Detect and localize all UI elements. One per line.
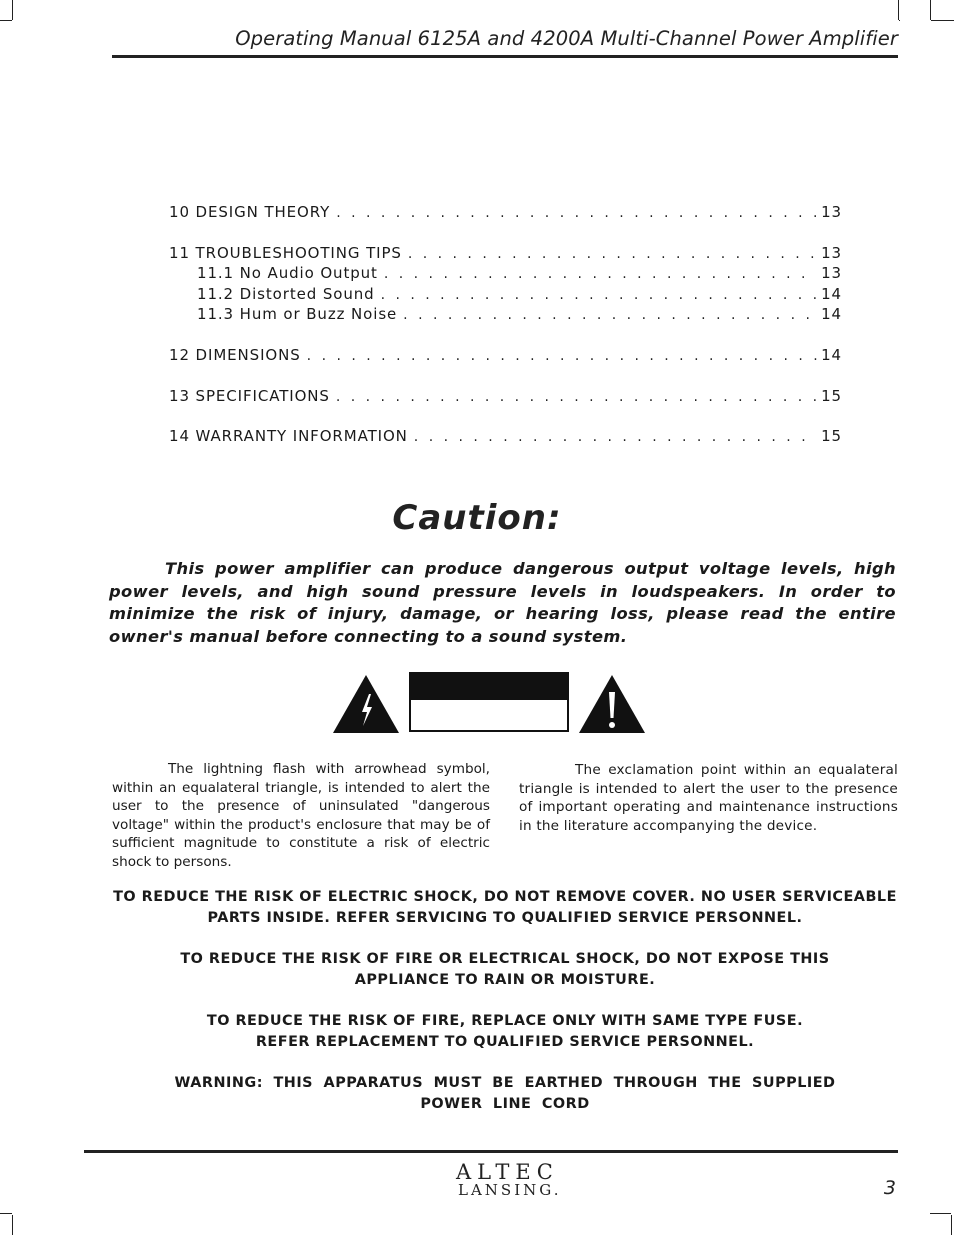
toc-leader-dots xyxy=(307,348,817,364)
toc-entry-label: 10 DESIGN THEORY xyxy=(169,203,331,221)
toc-entry-label: 11.1 No Audio Output xyxy=(197,264,378,283)
toc-entry-label: 12 DIMENSIONS xyxy=(169,345,301,364)
toc-entry-label: 11.2 Distorted Sound xyxy=(197,284,375,303)
toc-subentry[interactable] xyxy=(169,264,842,285)
warning-earthing xyxy=(112,1073,898,1114)
page-header-title: Operating Manual 6125A and 4200A Multi-Channel Power Amplifier xyxy=(235,27,898,50)
table-of-contents xyxy=(169,203,842,448)
toc-leader-dots xyxy=(384,266,817,282)
toc-entry-label: 11.3 Hum or Buzz Noise xyxy=(197,305,398,324)
warning-fire-moisture xyxy=(112,949,898,990)
toc-entry[interactable] xyxy=(169,387,842,408)
crop-mark xyxy=(899,20,900,21)
toc-entry-page: 13 xyxy=(821,264,842,283)
warning-label-bar xyxy=(411,674,567,700)
toc-entry-page: 15 xyxy=(821,386,842,405)
toc-leader-dots xyxy=(381,287,818,303)
toc-entry-page: 14 xyxy=(821,284,842,303)
warning-label-box xyxy=(409,672,569,732)
crop-mark xyxy=(12,1215,13,1235)
toc-leader-dots xyxy=(414,429,817,445)
toc-leader-dots xyxy=(403,307,817,323)
toc-entry[interactable] xyxy=(169,244,842,265)
exclamation-triangle-icon xyxy=(578,674,646,734)
toc-leader-dots xyxy=(336,205,817,221)
lightning-triangle-icon xyxy=(332,674,400,734)
warning-electric-shock: TO REDUCE THE RISK OF ELECTRIC SHOCK, DO NOT REMOVE COVER. NO USER SERVICEABLE PARTS INSIDE. REFER SERVICING TO QUALIFIED SERVICE PERSONNEL. xyxy=(113,889,897,926)
warning-line: TO REDUCE THE RISK OF FIRE, REPLACE ONLY WITH SAME TYPE FUSE. xyxy=(206,1013,804,1029)
caution-heading: Caution: xyxy=(392,498,562,538)
logo-line-altec: ALTEC xyxy=(456,1160,559,1184)
toc-leader-dots xyxy=(408,246,817,262)
warning-line: REFER REPLACEMENT TO QUALIFIED SERVICE PERSONNEL. xyxy=(255,1033,755,1050)
toc-entry-page: 14 xyxy=(821,305,842,324)
crop-mark xyxy=(12,0,13,20)
toc-subentry[interactable] xyxy=(169,285,842,306)
warning-line: APPLIANCE TO RAIN OR MOISTURE. xyxy=(354,971,656,988)
toc-entry[interactable] xyxy=(169,203,842,224)
crop-mark xyxy=(0,20,12,21)
toc-entry-label: 13 SPECIFICATIONS xyxy=(169,386,330,405)
toc-entry-page: 13 xyxy=(821,203,842,221)
warning-line: POWER LINE CORD xyxy=(420,1095,590,1112)
warning-line: TO REDUCE THE RISK OF FIRE OR ELECTRICAL SHOCK, DO NOT EXPOSE THIS xyxy=(180,951,830,967)
caution-paragraph: This power amplifier can produce dangerous output voltage levels, high power levels, and high sound pressure levels in loudspeakers. In order to minimize the risk of injury, damage, or hearing loss, please read the entire owner's manual before connecting to a sound system. xyxy=(109,559,896,646)
lightning-symbol-description: The lightning flash with arrowhead symbol, within an equalateral triangle, is intended to alert the user to the presence of uninsulated "dangerous voltage" within the product's enclosure that may be of sufficient magnitude to constitute a risk of electric shock to persons. xyxy=(112,761,490,870)
warning-fuse xyxy=(112,1011,898,1052)
header-rule xyxy=(112,55,898,58)
crop-mark xyxy=(0,1213,12,1214)
exclamation-symbol-description: The exclamation point within an equalateral triangle is intended to alert the user to the presence of important operating and maintenance instructions in the literature accompanying the device. xyxy=(519,762,898,834)
crop-mark xyxy=(898,0,899,20)
toc-entry-label: 14 WARRANTY INFORMATION xyxy=(169,427,408,446)
page-number: 3 xyxy=(883,1177,896,1199)
toc-entry-page: 13 xyxy=(821,243,842,262)
warning-line: WARNING: THIS APPARATUS MUST BE EARTHED THROUGH THE SUPPLIED xyxy=(174,1075,836,1091)
toc-entry[interactable] xyxy=(169,346,842,367)
crop-mark xyxy=(951,1215,952,1235)
toc-entry-page: 14 xyxy=(821,345,842,364)
crop-mark xyxy=(930,1213,951,1214)
crop-mark xyxy=(931,20,954,21)
toc-subentry[interactable] xyxy=(169,305,842,326)
toc-leader-dots xyxy=(336,389,817,405)
footer-rule xyxy=(84,1150,898,1153)
toc-entry-page: 15 xyxy=(821,427,842,446)
altec-lansing-logo xyxy=(456,1160,576,1202)
logo-line-lansing: LANSING. xyxy=(458,1181,562,1199)
crop-mark xyxy=(930,0,931,20)
toc-entry[interactable] xyxy=(169,427,842,448)
toc-entry-label: 11 TROUBLESHOOTING TIPS xyxy=(169,243,402,262)
